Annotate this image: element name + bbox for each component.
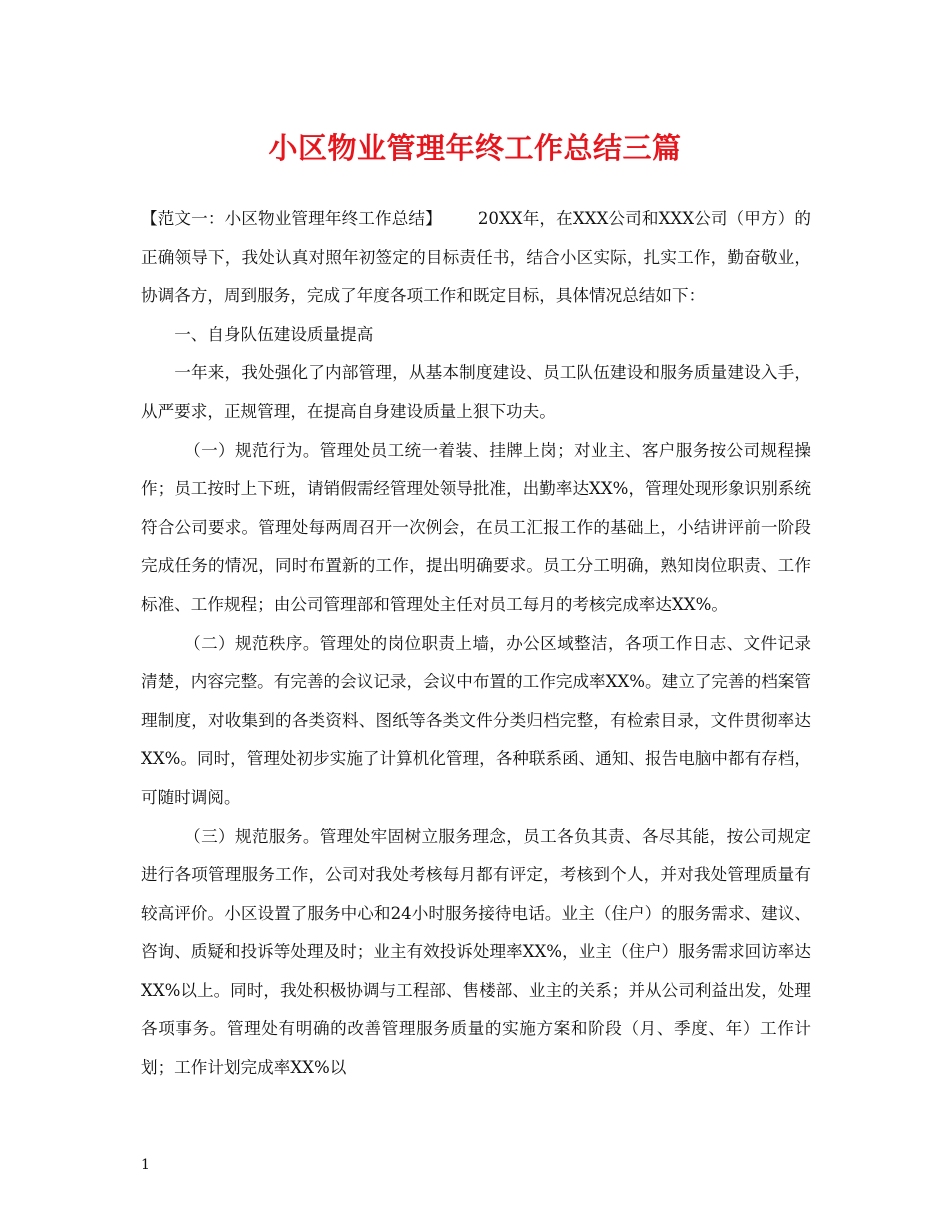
intro-label: 【范文一：小区物业管理年终工作总结】 xyxy=(141,209,442,228)
section1-heading: 一、自身队伍建设质量提高 xyxy=(174,324,374,344)
intro-text: 20XX年，在XXX公司和XXX公司（甲方）的正确领导下，我处认真对照年初签定的目标责任书，结合小区实际，扎实工作，勤奋敬业，协调各方，周到服务，完成了年度各项工作和既定目标，具体情况总结如下： xyxy=(141,209,812,306)
intro-paragraph xyxy=(141,200,811,316)
conduct-paragraph: （一）规范行为。管理处员工统一着装、挂牌上岗；对业主、客户服务按公司规程操作；员工按时上下班，请销假需经管理处领导批准，出勤率达XX%，管理处现形象识别系统符合公司要求。管理处每两周召开一次例会，在员工汇报工作的基础上，小结讲评前一阶段完成任务的情况，同时布置新的工作，提出明确要求。员工分工明确，熟知岗位职责、工作标准、工作规程；由公司管理部和管理处主任对员工每月的考核完成率达XX%。 xyxy=(141,440,811,614)
document-body xyxy=(141,200,811,1088)
document-title: 小区物业管理年终工作总结三篇 xyxy=(268,131,682,165)
section1-intro-paragraph: 一年来，我处强化了内部管理，从基本制度建设、员工队伍建设和服务质量建设入手，从严要求，正规管理，在提高自身建设质量上狠下功夫。 xyxy=(141,363,811,421)
page-number: 1 xyxy=(141,1157,150,1173)
order-paragraph: （二）规范秩序。管理处的岗位职责上墙，办公区域整洁，各项工作日志、文件记录清楚，内容完整。有完善的会议记录，会议中布置的工作完成率XX%。建立了完善的档案管理制度，对收集到的各类资料、图纸等各类文件分类归档完整，有检索目录，文件贯彻率达XX%。同时，管理处初步实施了计算机化管理，各种联系函、通知、报告电脑中都有存档，可随时调阅。 xyxy=(141,633,811,807)
service-paragraph: （三）规范服务。管理处牢固树立服务理念，员工各负其责、各尽其能，按公司规定进行各项管理服务工作，公司对我处考核每月都有评定，考核到个人，并对我处管理质量有较高评价。小区设置了服务中心和24小时服务接待电话。业主（住户）的服务需求、建议、咨询、质疑和投诉等处理及时；业主有效投诉处理率XX%，业主（住户）服务需求回访率达XX%以上。同时，我处积极协调与工程部、售楼部、业主的关系；并从公司利益出发，处理各项事务。管理处有明确的改善管理服务质量的实施方案和阶段（月、季度、年）工作计划；工作计划完成率XX%以 xyxy=(141,826,811,1078)
